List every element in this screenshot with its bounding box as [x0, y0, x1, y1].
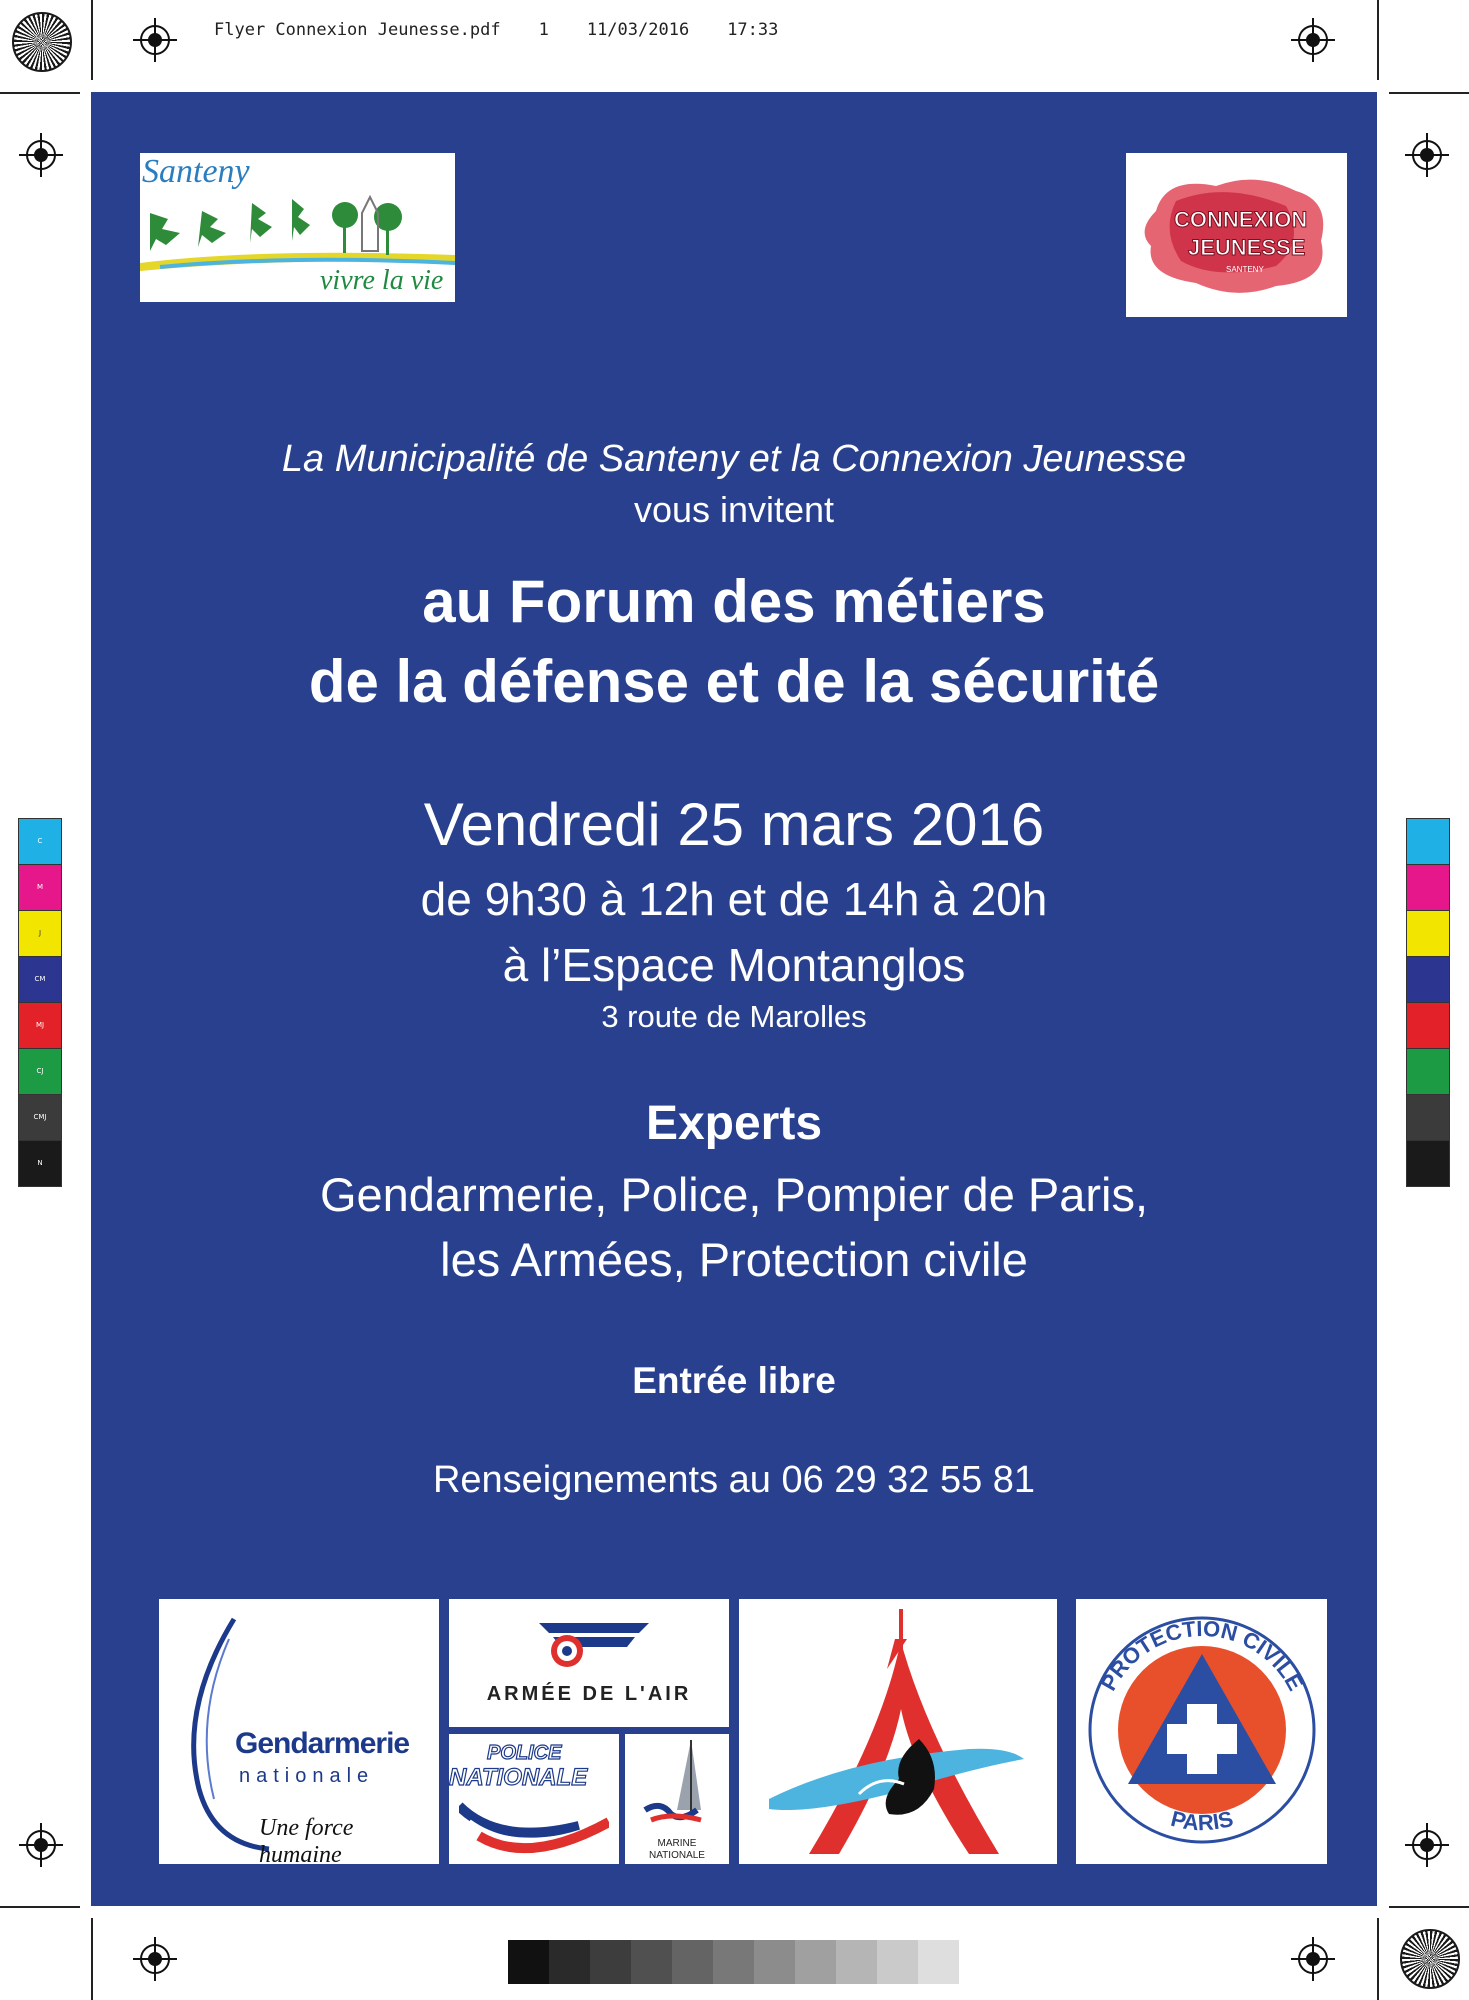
gendarmerie-sub: nationale	[239, 1765, 375, 1787]
print-date: 11/03/2016	[586, 20, 690, 40]
marine-nationale-logo	[625, 1734, 729, 1864]
connexion-jeunesse-logo	[1126, 153, 1347, 317]
marine-line-2: NATIONALE	[649, 1850, 705, 1861]
entry-free: Entrée libre	[632, 1360, 836, 1401]
registration-mark-icon	[19, 1823, 63, 1867]
connexion-logo-small: SANTENY	[1226, 265, 1264, 274]
event-hours: de 9h30 à 12h et de 14h à 20h	[420, 873, 1048, 925]
title-line-1: au Forum des métiers	[422, 568, 1046, 635]
crop-mark	[91, 1918, 93, 2000]
crop-mark	[1377, 0, 1379, 80]
starburst-top-left	[12, 12, 72, 72]
grey-scale-strip	[508, 1940, 959, 1984]
pc-arc-text: PROTECTION CIVILE	[1095, 1615, 1309, 1695]
tricolor-swoosh-icon	[459, 1796, 609, 1860]
registration-mark-icon	[1405, 1823, 1449, 1867]
eiffel-tower-emblem-icon	[769, 1609, 1029, 1859]
roundel-wings-icon	[539, 1621, 649, 1671]
registration-mark-icon	[133, 18, 177, 62]
event-place: à l’Espace Montanglos	[502, 939, 966, 991]
connexion-logo-line2: JEUNESSE	[1188, 235, 1306, 260]
color-bar-left: C M J CM MJ CJ CMJ N	[18, 818, 62, 1187]
print-filename: Flyer Connexion Jeunesse.pdf	[214, 20, 501, 40]
registration-mark-icon	[133, 1937, 177, 1981]
gendarmerie-logo	[159, 1599, 439, 1868]
color-bar-right	[1406, 818, 1450, 1187]
crop-mark	[0, 1906, 80, 1908]
svg-text:PROTECTION CIVILE	[1096, 1616, 1309, 1695]
event-date: Vendredi 25 mars 2016	[423, 791, 1045, 858]
info-phone: Renseignements au 06 29 32 55 81	[432, 1459, 1036, 1501]
trees-icon	[140, 193, 455, 273]
print-time: 17:33	[727, 20, 779, 40]
flyer	[91, 92, 1377, 1906]
registration-mark-icon	[1405, 133, 1449, 177]
pc-city-text: PARIS	[1168, 1805, 1236, 1836]
marine-line-1: MARINE	[657, 1838, 697, 1849]
crop-mark	[1377, 1918, 1379, 2000]
crop-mark	[1389, 92, 1469, 94]
svg-text:PARIS	[1168, 1806, 1235, 1835]
santeny-logo	[140, 153, 455, 302]
pompiers-de-paris-logo	[739, 1599, 1057, 1864]
police-line-2: NATIONALE	[449, 1764, 588, 1791]
crop-mark	[91, 0, 93, 80]
title-line-2: de la défense et de la sécurité	[308, 648, 1160, 715]
armee-de-l-air-logo	[449, 1599, 729, 1727]
starburst-bottom-right	[1400, 1929, 1460, 1989]
gendarmerie-motto: Une force humaine	[259, 1815, 354, 1868]
invite-line-2: vous invitent	[633, 489, 835, 530]
experts-heading: Experts	[645, 1097, 823, 1150]
registration-mark-icon	[1291, 18, 1335, 62]
protection-civile-text	[1086, 1614, 1318, 1846]
experts-line-1: Gendarmerie, Police, Pompier de Paris,	[319, 1168, 1149, 1221]
sail-icon	[641, 1740, 713, 1830]
print-page: 1	[538, 20, 549, 40]
police-line-1: POLICE	[487, 1742, 562, 1764]
armee-de-l-air-label: ARMÉE DE L'AIR	[486, 1683, 692, 1705]
event-address: 3 route de Marolles	[601, 999, 867, 1034]
invite-line-1: La Municipalité de Santeny et la Connexion Jeunesse	[281, 438, 1187, 480]
registration-mark-icon	[19, 133, 63, 177]
crop-mark	[1389, 1906, 1469, 1908]
santeny-logo-name: Santeny	[142, 153, 250, 190]
experts-line-2: les Armées, Protection civile	[440, 1233, 1028, 1286]
santeny-logo-tagline: vivre la vie	[320, 265, 444, 296]
police-nationale-logo	[449, 1734, 619, 1864]
registration-mark-icon	[1291, 1937, 1335, 1981]
crop-mark	[0, 92, 80, 94]
gendarmerie-name: Gendarmerie	[235, 1727, 410, 1760]
protection-civile-logo	[1076, 1599, 1327, 1864]
connexion-logo-line1: CONNEXION	[1174, 207, 1308, 232]
print-header	[214, 20, 816, 40]
